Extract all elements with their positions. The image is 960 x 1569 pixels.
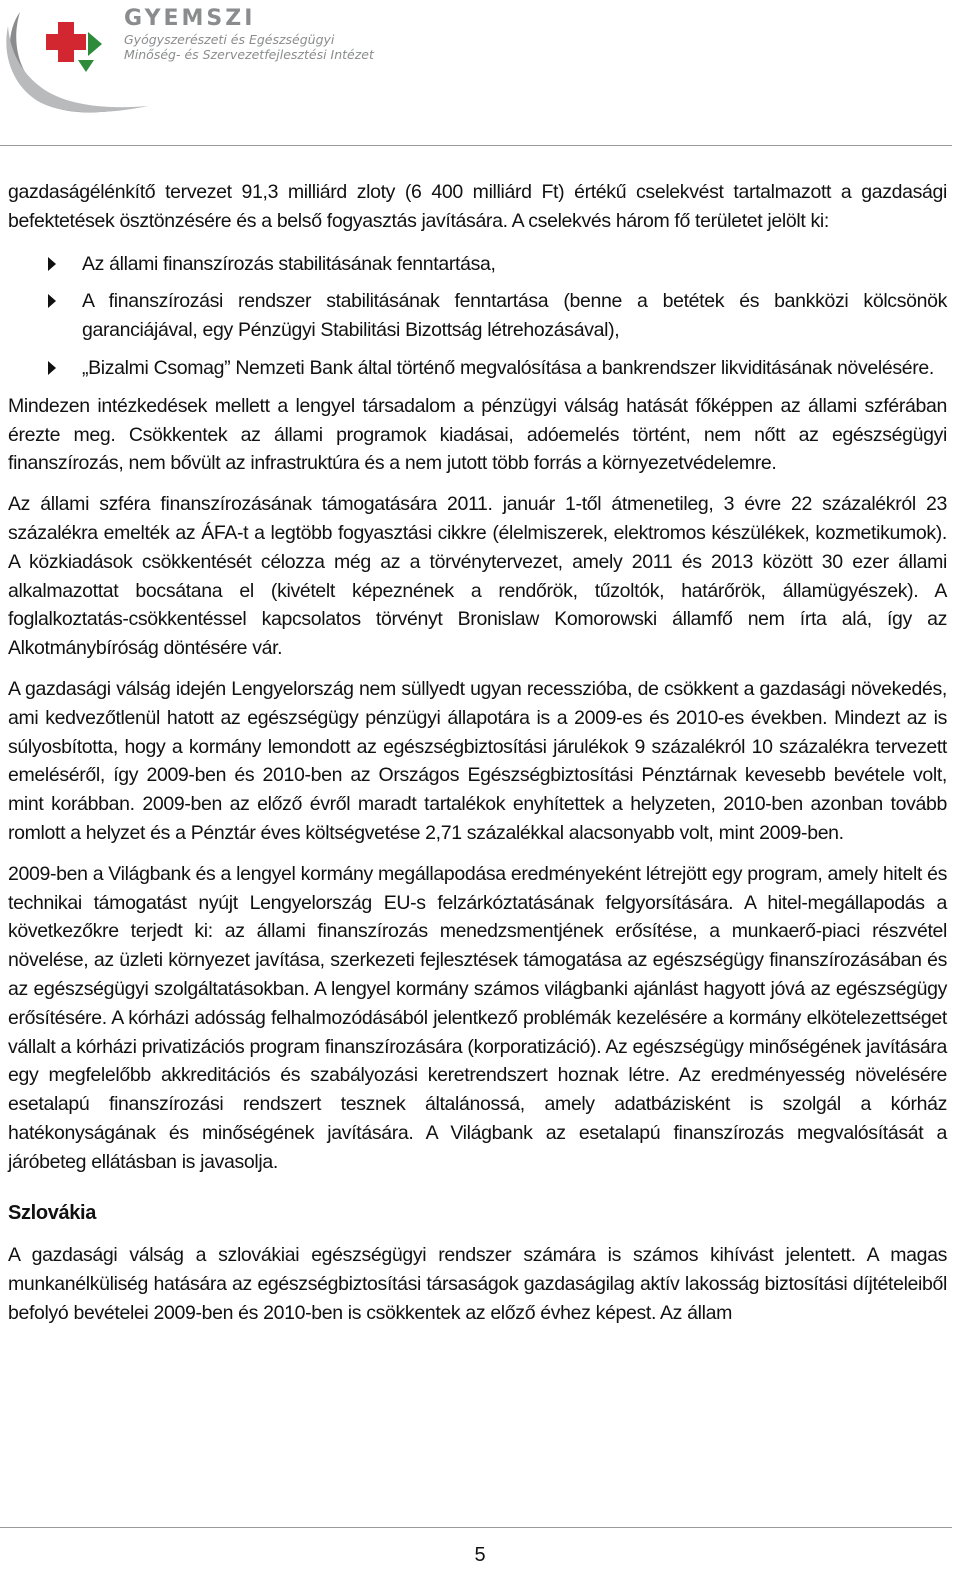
bullet-arrow-icon	[48, 361, 56, 375]
bullet-arrow-icon	[48, 294, 56, 308]
list-item-text: A finanszírozási rendszer stabilitásának fenntartása (benne a betétek és bankközi kölcsönök garanciájával, egy Pénzügyi Stabilitási Bizottság létrehozásával),	[82, 290, 947, 342]
brand	[124, 6, 374, 62]
brand-subtitle-line-2: Minőség- és Szervezetfejlesztési Intézet	[124, 47, 374, 62]
paragraph-5: 2009-ben a Világbank és a lengyel kormány megállapodása eredményeként létrejött egy program, amely hitelt és technikai támogatást nyújt Lengyelország EU-s felzárkóztatásának felgyorsítására. A hitel-megállapodás a következőkre terjedt ki: az állami finanszírozás menedzsmentjének erősítése, a munkaerő-piaci részvétel növelése, az üzleti környezet javítása, szerkezeti fejlesztések támogatása az egészségügy finanszírozásában és az egészségügyi szolgáltatásokban. A lengyel kormány számos világbanki ajánlást hagyott jóvá az egészségügy erősítésére. A kórházi adósság felhalmozódásából jelentkező problémák kezelésére a kormány elkötelezettséget vállalt a kórházi privatizációs program finanszírozására (korporatizáció). Az egészségügy minőségének javítására egy megfelelőbb akkreditációs és szabályozási keretrendszert hoznak létre. Az eredményesség növelésére esetalapú finanszírozási rendszert tesznek általánossá, amely adatbázisként is szolgál a kórház hatékonyságának és minőségének javítására. A Világbank az esetalapú finanszírozás megvalósítását a járóbeteg ellátásban is javasolja.	[8, 862, 947, 1173]
paragraph-6: A gazdasági válság a szlovákiai egészségügyi rendszer számára is számos kihívást jelentett. A magas munkanélküliség hatására az egészségbiztosítási társaságok gazdaságilag aktív lakosság biztosítási díjtételeiből befolyó bevételei 2009-ben és 2010-ben is csökkentek az előző évhez képest. Az állam	[8, 1244, 947, 1324]
bullet-arrow-icon	[48, 257, 56, 271]
list-item-text: „Bizalmi Csomag” Nemzeti Bank által történő megvalósítása a bankrendszer likviditásának növelésére.	[82, 356, 934, 379]
footer-divider	[0, 1527, 952, 1528]
page-header	[0, 0, 960, 120]
header-divider	[0, 145, 952, 146]
paragraph-4: A gazdasági válság idején Lengyelország nem süllyedt ugyan recesszióba, de csökkent a gazdasági növekedés, ami kedvezőtlenül hatott az egészségügy pénzügyi állapotára is a 2009-es és 2010-es években. Mindezt az is súlyosbította, hogy a kormány lemondott az egészségbiztosítási járulékok 9 százalékról 10 százalékra tervezett emeléséről, így 2009-ben és 2010-ben az Országos Egészségbiztosítási Pénztárnak kevesebb bevétele volt, mint korábban. 2009-ben az előző évről maradt tartalékok enyhítettek a helyzeten, 2010-ben azonban tovább romlott a helyzet és a Pénztár éves költségvetése 2,71 százalékkal alacsonyabb volt, mint 2009-ben.	[8, 677, 947, 844]
document-body	[8, 178, 947, 1328]
list-item	[8, 354, 947, 383]
list-item-text: Az állami finanszírozás stabilitásának fenntartása,	[82, 252, 496, 275]
page-number: 5	[474, 1544, 486, 1566]
list-item	[8, 287, 947, 345]
bullet-list	[8, 250, 947, 383]
paragraph-1: gazdaságélénkítő tervezet 91,3 milliárd zloty (6 400 milliárd Ft) értékű cselekvést tartalmazott a gazdasági befektetések ösztönzésére és a belső fogyasztás javítására. A cselekvés három fő területet jelölt ki:	[8, 181, 947, 232]
brand-name: GYEMSZI	[124, 6, 256, 31]
section-heading: Szlovákia	[8, 1201, 97, 1224]
paragraph-2: Mindezen intézkedések mellett a lengyel társadalom a pénzügyi válság hatását főképpen az állami szférában érezte meg. Csökkentek az állami programok kiadásai, adóemelés történt, nem nőtt az egészségügyi finanszírozás, nem bővült az infrastruktúra és a nem jutott több forrás a környezetvédelemre.	[8, 394, 947, 475]
brand-subtitle-line-1: Gyógyszerészeti és Egészségügyi	[124, 32, 335, 47]
paragraph-3: Az állami szféra finanszírozásának támogatására 2011. január 1-től átmenetileg, 3 évre 22 százalékról 23 százalékra emelték az ÁFA-t a legtöbb fogyasztási cikkre (élelmiszerek, elektromos készülékek, kozmetikumok). A közkiadások csökkentését célozza még az a törvénytervezet, amely 2011 és 2013 között 30 ezer állami alkalmazottat bocsátana el (kivételt képeznének a rendőrök, tűzoltók, határőrök, államügyészek). A foglalkoztatás-csökkentéssel kapcsolatos törvényt Bronislaw Komorowski államfő nem írta alá, így az Alkotmánybíróság döntésére vár.	[8, 493, 947, 660]
list-item	[8, 250, 947, 279]
